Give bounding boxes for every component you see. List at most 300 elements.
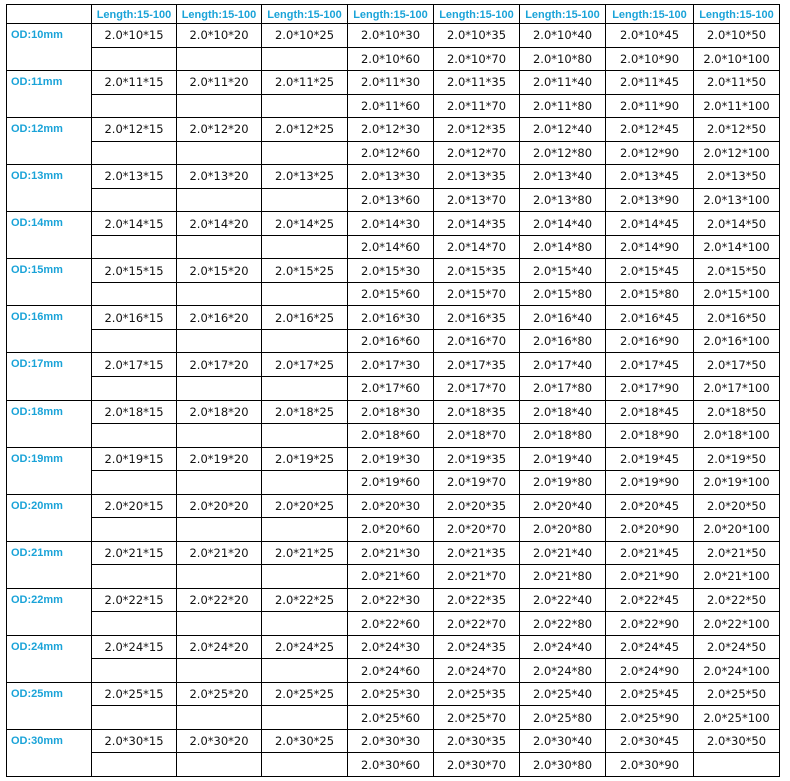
spec-table (6, 4, 780, 777)
spec-cell: 2.0*18*80 (520, 424, 606, 448)
spec-cell (177, 706, 262, 730)
spec-cell: 2.0*21*45 (606, 541, 694, 565)
spec-cell: 2.0*17*30 (348, 353, 434, 377)
spec-cell: 2.0*10*90 (606, 47, 694, 71)
spec-cell: 2.0*24*90 (606, 659, 694, 683)
spec-cell (92, 753, 177, 777)
spec-cell (262, 424, 348, 448)
spec-cell: 2.0*16*20 (177, 306, 262, 330)
header-length: Length:15-100 (434, 5, 520, 24)
spec-cell: 2.0*16*90 (606, 329, 694, 353)
spec-cell (262, 94, 348, 118)
spec-cell: 2.0*25*40 (520, 682, 606, 706)
spec-cell: 2.0*17*40 (520, 353, 606, 377)
spec-cell: 2.0*11*35 (434, 71, 520, 95)
spec-cell (177, 282, 262, 306)
spec-cell (262, 188, 348, 212)
spec-cell: 2.0*17*60 (348, 376, 434, 400)
spec-cell: 2.0*11*45 (606, 71, 694, 95)
spec-cell: 2.0*15*20 (177, 259, 262, 283)
spec-cell (177, 565, 262, 589)
spec-cell: 2.0*11*40 (520, 71, 606, 95)
od-label: OD:16mm (7, 306, 92, 353)
spec-cell: 2.0*19*35 (434, 447, 520, 471)
spec-cell: 2.0*20*45 (606, 494, 694, 518)
spec-cell: 2.0*11*80 (520, 94, 606, 118)
spec-cell: 2.0*20*20 (177, 494, 262, 518)
spec-cell: 2.0*10*45 (606, 24, 694, 48)
table-row (7, 706, 780, 730)
spec-cell: 2.0*21*60 (348, 565, 434, 589)
spec-cell: 2.0*30*60 (348, 753, 434, 777)
spec-cell: 2.0*17*90 (606, 376, 694, 400)
spec-cell: 2.0*16*15 (92, 306, 177, 330)
spec-cell: 2.0*16*45 (606, 306, 694, 330)
spec-cell (92, 141, 177, 165)
spec-cell: 2.0*24*50 (694, 635, 780, 659)
spec-cell: 2.0*20*25 (262, 494, 348, 518)
header-length: Length:15-100 (262, 5, 348, 24)
spec-cell: 2.0*21*15 (92, 541, 177, 565)
spec-cell: 2.0*10*100 (694, 47, 780, 71)
header-length: Length:15-100 (520, 5, 606, 24)
spec-cell: 2.0*25*90 (606, 706, 694, 730)
table-row (7, 71, 780, 95)
spec-cell: 2.0*14*40 (520, 212, 606, 236)
spec-cell: 2.0*14*35 (434, 212, 520, 236)
spec-cell: 2.0*30*90 (606, 753, 694, 777)
spec-cell: 2.0*20*35 (434, 494, 520, 518)
spec-cell: 2.0*15*15 (92, 259, 177, 283)
spec-cell: 2.0*12*60 (348, 141, 434, 165)
spec-cell: 2.0*30*15 (92, 729, 177, 753)
spec-cell: 2.0*22*80 (520, 612, 606, 636)
header-length: Length:15-100 (694, 5, 780, 24)
spec-cell (92, 612, 177, 636)
spec-cell: 2.0*10*35 (434, 24, 520, 48)
spec-cell (92, 376, 177, 400)
table-row (7, 24, 780, 48)
spec-cell: 2.0*14*50 (694, 212, 780, 236)
spec-cell: 2.0*13*45 (606, 165, 694, 189)
spec-cell (177, 376, 262, 400)
spec-cell: 2.0*13*60 (348, 188, 434, 212)
spec-cell (262, 565, 348, 589)
spec-cell: 2.0*22*70 (434, 612, 520, 636)
spec-cell: 2.0*14*60 (348, 235, 434, 259)
spec-cell: 2.0*19*25 (262, 447, 348, 471)
spec-cell: 2.0*17*35 (434, 353, 520, 377)
spec-cell (92, 188, 177, 212)
spec-cell: 2.0*15*35 (434, 259, 520, 283)
spec-cell: 2.0*15*80 (606, 282, 694, 306)
spec-cell: 2.0*16*35 (434, 306, 520, 330)
table-row (7, 118, 780, 142)
spec-cell: 2.0*11*70 (434, 94, 520, 118)
spec-cell: 2.0*16*30 (348, 306, 434, 330)
spec-cell: 2.0*25*15 (92, 682, 177, 706)
table-row (7, 235, 780, 259)
spec-cell: 2.0*17*45 (606, 353, 694, 377)
table-row (7, 259, 780, 283)
spec-cell: 2.0*11*30 (348, 71, 434, 95)
spec-cell: 2.0*19*60 (348, 471, 434, 495)
spec-cell (262, 518, 348, 542)
spec-cell: 2.0*13*25 (262, 165, 348, 189)
spec-cell (694, 753, 780, 777)
spec-cell: 2.0*14*45 (606, 212, 694, 236)
spec-cell: 2.0*22*40 (520, 588, 606, 612)
spec-cell: 2.0*22*15 (92, 588, 177, 612)
spec-cell: 2.0*12*25 (262, 118, 348, 142)
table-row (7, 353, 780, 377)
spec-cell (177, 188, 262, 212)
spec-cell: 2.0*16*50 (694, 306, 780, 330)
spec-cell: 2.0*11*100 (694, 94, 780, 118)
spec-cell: 2.0*19*90 (606, 471, 694, 495)
spec-cell: 2.0*15*25 (262, 259, 348, 283)
spec-cell: 2.0*22*30 (348, 588, 434, 612)
spec-cell: 2.0*25*35 (434, 682, 520, 706)
spec-cell (262, 141, 348, 165)
table-row (7, 565, 780, 589)
spec-cell: 2.0*14*30 (348, 212, 434, 236)
spec-cell: 2.0*25*70 (434, 706, 520, 730)
table-row (7, 424, 780, 448)
spec-cell: 2.0*14*100 (694, 235, 780, 259)
spec-cell (177, 659, 262, 683)
spec-cell: 2.0*18*70 (434, 424, 520, 448)
table-row (7, 47, 780, 71)
spec-cell (92, 329, 177, 353)
spec-cell: 2.0*18*100 (694, 424, 780, 448)
spec-cell (262, 659, 348, 683)
spec-cell: 2.0*15*100 (694, 282, 780, 306)
spec-cell: 2.0*12*15 (92, 118, 177, 142)
spec-cell (177, 612, 262, 636)
spec-cell: 2.0*22*20 (177, 588, 262, 612)
spec-cell: 2.0*10*60 (348, 47, 434, 71)
spec-cell: 2.0*13*15 (92, 165, 177, 189)
spec-cell: 2.0*10*70 (434, 47, 520, 71)
spec-cell: 2.0*30*25 (262, 729, 348, 753)
spec-cell: 2.0*10*15 (92, 24, 177, 48)
spec-cell: 2.0*15*60 (348, 282, 434, 306)
spec-cell: 2.0*20*30 (348, 494, 434, 518)
spec-cell: 2.0*22*60 (348, 612, 434, 636)
spec-cell: 2.0*12*30 (348, 118, 434, 142)
table-row (7, 494, 780, 518)
spec-cell: 2.0*18*60 (348, 424, 434, 448)
spec-cell: 2.0*18*30 (348, 400, 434, 424)
spec-cell: 2.0*13*100 (694, 188, 780, 212)
table-row (7, 659, 780, 683)
spec-cell: 2.0*13*50 (694, 165, 780, 189)
spec-cell: 2.0*15*30 (348, 259, 434, 283)
od-label: OD:24mm (7, 635, 92, 682)
spec-cell (92, 706, 177, 730)
spec-cell: 2.0*22*50 (694, 588, 780, 612)
spec-cell: 2.0*24*30 (348, 635, 434, 659)
spec-cell: 2.0*14*80 (520, 235, 606, 259)
spec-cell: 2.0*25*80 (520, 706, 606, 730)
spec-cell: 2.0*19*40 (520, 447, 606, 471)
spec-cell: 2.0*18*25 (262, 400, 348, 424)
spec-cell: 2.0*30*50 (694, 729, 780, 753)
table-row (7, 306, 780, 330)
spec-cell: 2.0*16*25 (262, 306, 348, 330)
spec-cell: 2.0*24*100 (694, 659, 780, 683)
spec-cell (262, 471, 348, 495)
spec-cell: 2.0*12*40 (520, 118, 606, 142)
header-length: Length:15-100 (348, 5, 434, 24)
spec-cell: 2.0*16*60 (348, 329, 434, 353)
spec-cell: 2.0*17*50 (694, 353, 780, 377)
od-label: OD:15mm (7, 259, 92, 306)
spec-cell: 2.0*16*100 (694, 329, 780, 353)
spec-cell (177, 94, 262, 118)
spec-cell (92, 94, 177, 118)
spec-cell: 2.0*18*35 (434, 400, 520, 424)
spec-cell: 2.0*30*35 (434, 729, 520, 753)
spec-cell: 2.0*18*50 (694, 400, 780, 424)
spec-cell: 2.0*21*70 (434, 565, 520, 589)
table-row (7, 471, 780, 495)
spec-cell: 2.0*15*80 (520, 282, 606, 306)
spec-cell: 2.0*10*25 (262, 24, 348, 48)
spec-cell: 2.0*10*50 (694, 24, 780, 48)
spec-cell: 2.0*13*35 (434, 165, 520, 189)
od-label: OD:11mm (7, 71, 92, 118)
spec-cell (262, 329, 348, 353)
spec-cell: 2.0*17*20 (177, 353, 262, 377)
spec-cell: 2.0*18*15 (92, 400, 177, 424)
spec-cell: 2.0*13*80 (520, 188, 606, 212)
spec-cell: 2.0*12*80 (520, 141, 606, 165)
spec-cell: 2.0*11*20 (177, 71, 262, 95)
spec-cell: 2.0*10*40 (520, 24, 606, 48)
spec-cell: 2.0*24*70 (434, 659, 520, 683)
spec-cell: 2.0*22*25 (262, 588, 348, 612)
od-label: OD:20mm (7, 494, 92, 541)
spec-cell: 2.0*13*70 (434, 188, 520, 212)
table-row (7, 447, 780, 471)
spec-cell: 2.0*25*100 (694, 706, 780, 730)
spec-cell (177, 235, 262, 259)
spec-cell: 2.0*12*100 (694, 141, 780, 165)
spec-cell (262, 376, 348, 400)
spec-cell: 2.0*15*50 (694, 259, 780, 283)
spec-cell: 2.0*10*30 (348, 24, 434, 48)
table-row (7, 635, 780, 659)
spec-cell: 2.0*22*35 (434, 588, 520, 612)
spec-cell: 2.0*24*20 (177, 635, 262, 659)
spec-cell (92, 47, 177, 71)
table-row (7, 141, 780, 165)
header-length: Length:15-100 (177, 5, 262, 24)
spec-cell: 2.0*20*15 (92, 494, 177, 518)
spec-cell: 2.0*20*80 (520, 518, 606, 542)
table-row (7, 188, 780, 212)
spec-cell: 2.0*25*50 (694, 682, 780, 706)
spec-cell (262, 235, 348, 259)
spec-cell (262, 282, 348, 306)
spec-cell: 2.0*14*25 (262, 212, 348, 236)
table-row (7, 212, 780, 236)
spec-cell: 2.0*19*100 (694, 471, 780, 495)
spec-cell: 2.0*30*20 (177, 729, 262, 753)
spec-cell (177, 518, 262, 542)
spec-cell: 2.0*12*20 (177, 118, 262, 142)
od-label: OD:22mm (7, 588, 92, 635)
spec-cell: 2.0*14*90 (606, 235, 694, 259)
spec-cell: 2.0*14*20 (177, 212, 262, 236)
od-label: OD:14mm (7, 212, 92, 259)
spec-cell: 2.0*11*50 (694, 71, 780, 95)
spec-cell: 2.0*16*40 (520, 306, 606, 330)
spec-cell: 2.0*16*70 (434, 329, 520, 353)
spec-cell: 2.0*21*100 (694, 565, 780, 589)
spec-cell: 2.0*24*25 (262, 635, 348, 659)
spec-cell: 2.0*25*25 (262, 682, 348, 706)
spec-cell (177, 424, 262, 448)
table-row (7, 541, 780, 565)
spec-cell: 2.0*11*25 (262, 71, 348, 95)
spec-cell: 2.0*11*60 (348, 94, 434, 118)
spec-cell (92, 659, 177, 683)
spec-cell: 2.0*30*40 (520, 729, 606, 753)
spec-cell: 2.0*19*80 (520, 471, 606, 495)
spec-cell (177, 47, 262, 71)
od-label: OD:13mm (7, 165, 92, 212)
spec-cell: 2.0*19*20 (177, 447, 262, 471)
spec-cell: 2.0*21*80 (520, 565, 606, 589)
table-row (7, 518, 780, 542)
spec-cell: 2.0*25*30 (348, 682, 434, 706)
spec-cell: 2.0*13*20 (177, 165, 262, 189)
spec-cell (177, 471, 262, 495)
table-row (7, 94, 780, 118)
od-label: OD:30mm (7, 729, 92, 776)
spec-cell: 2.0*19*70 (434, 471, 520, 495)
od-label: OD:10mm (7, 24, 92, 71)
spec-cell: 2.0*19*15 (92, 447, 177, 471)
spec-cell: 2.0*21*50 (694, 541, 780, 565)
table-row (7, 376, 780, 400)
spec-cell (92, 471, 177, 495)
spec-cell (92, 424, 177, 448)
spec-cell: 2.0*24*15 (92, 635, 177, 659)
spec-cell: 2.0*30*30 (348, 729, 434, 753)
spec-cell (177, 329, 262, 353)
od-label: OD:17mm (7, 353, 92, 400)
spec-cell: 2.0*15*70 (434, 282, 520, 306)
table-row (7, 682, 780, 706)
spec-cell: 2.0*11*15 (92, 71, 177, 95)
spec-cell: 2.0*14*15 (92, 212, 177, 236)
spec-cell (177, 753, 262, 777)
table-row (7, 729, 780, 753)
spec-cell: 2.0*30*70 (434, 753, 520, 777)
spec-cell (92, 518, 177, 542)
spec-cell: 2.0*10*80 (520, 47, 606, 71)
header-corner (7, 5, 92, 24)
spec-cell: 2.0*21*35 (434, 541, 520, 565)
spec-cell: 2.0*22*90 (606, 612, 694, 636)
header-length: Length:15-100 (92, 5, 177, 24)
spec-cell: 2.0*20*60 (348, 518, 434, 542)
od-label: OD:21mm (7, 541, 92, 588)
spec-cell: 2.0*12*70 (434, 141, 520, 165)
spec-cell: 2.0*13*40 (520, 165, 606, 189)
spec-cell (262, 753, 348, 777)
spec-cell: 2.0*24*80 (520, 659, 606, 683)
spec-cell: 2.0*30*80 (520, 753, 606, 777)
spec-cell: 2.0*12*50 (694, 118, 780, 142)
spec-cell: 2.0*18*40 (520, 400, 606, 424)
table-row (7, 588, 780, 612)
spec-cell: 2.0*24*45 (606, 635, 694, 659)
spec-cell: 2.0*10*20 (177, 24, 262, 48)
spec-cell: 2.0*21*40 (520, 541, 606, 565)
spec-cell: 2.0*19*45 (606, 447, 694, 471)
od-label: OD:18mm (7, 400, 92, 447)
spec-cell: 2.0*21*20 (177, 541, 262, 565)
spec-cell: 2.0*13*30 (348, 165, 434, 189)
spec-cell: 2.0*20*70 (434, 518, 520, 542)
spec-cell: 2.0*17*25 (262, 353, 348, 377)
table-row (7, 753, 780, 777)
spec-cell (262, 706, 348, 730)
spec-cell (177, 141, 262, 165)
spec-cell: 2.0*20*40 (520, 494, 606, 518)
header-length: Length:15-100 (606, 5, 694, 24)
spec-cell: 2.0*16*80 (520, 329, 606, 353)
spec-cell: 2.0*30*45 (606, 729, 694, 753)
spec-cell: 2.0*24*60 (348, 659, 434, 683)
spec-cell: 2.0*24*35 (434, 635, 520, 659)
spec-cell: 2.0*12*90 (606, 141, 694, 165)
spec-cell: 2.0*17*70 (434, 376, 520, 400)
header-row (7, 5, 780, 24)
spec-cell: 2.0*24*40 (520, 635, 606, 659)
table-row (7, 329, 780, 353)
od-label: OD:19mm (7, 447, 92, 494)
spec-cell: 2.0*18*90 (606, 424, 694, 448)
spec-cell: 2.0*13*90 (606, 188, 694, 212)
spec-cell: 2.0*17*100 (694, 376, 780, 400)
spec-cell: 2.0*21*90 (606, 565, 694, 589)
spec-cell: 2.0*21*30 (348, 541, 434, 565)
spec-cell: 2.0*15*40 (520, 259, 606, 283)
spec-cell: 2.0*20*90 (606, 518, 694, 542)
spec-body (7, 24, 780, 777)
spec-cell: 2.0*18*20 (177, 400, 262, 424)
spec-cell (92, 235, 177, 259)
od-label: OD:12mm (7, 118, 92, 165)
table-row (7, 165, 780, 189)
spec-cell: 2.0*11*90 (606, 94, 694, 118)
spec-cell: 2.0*22*100 (694, 612, 780, 636)
table-row (7, 282, 780, 306)
spec-cell: 2.0*14*70 (434, 235, 520, 259)
spec-cell: 2.0*21*25 (262, 541, 348, 565)
spec-cell: 2.0*20*100 (694, 518, 780, 542)
spec-cell (92, 282, 177, 306)
table-row (7, 400, 780, 424)
od-label: OD:25mm (7, 682, 92, 729)
spec-cell: 2.0*12*45 (606, 118, 694, 142)
